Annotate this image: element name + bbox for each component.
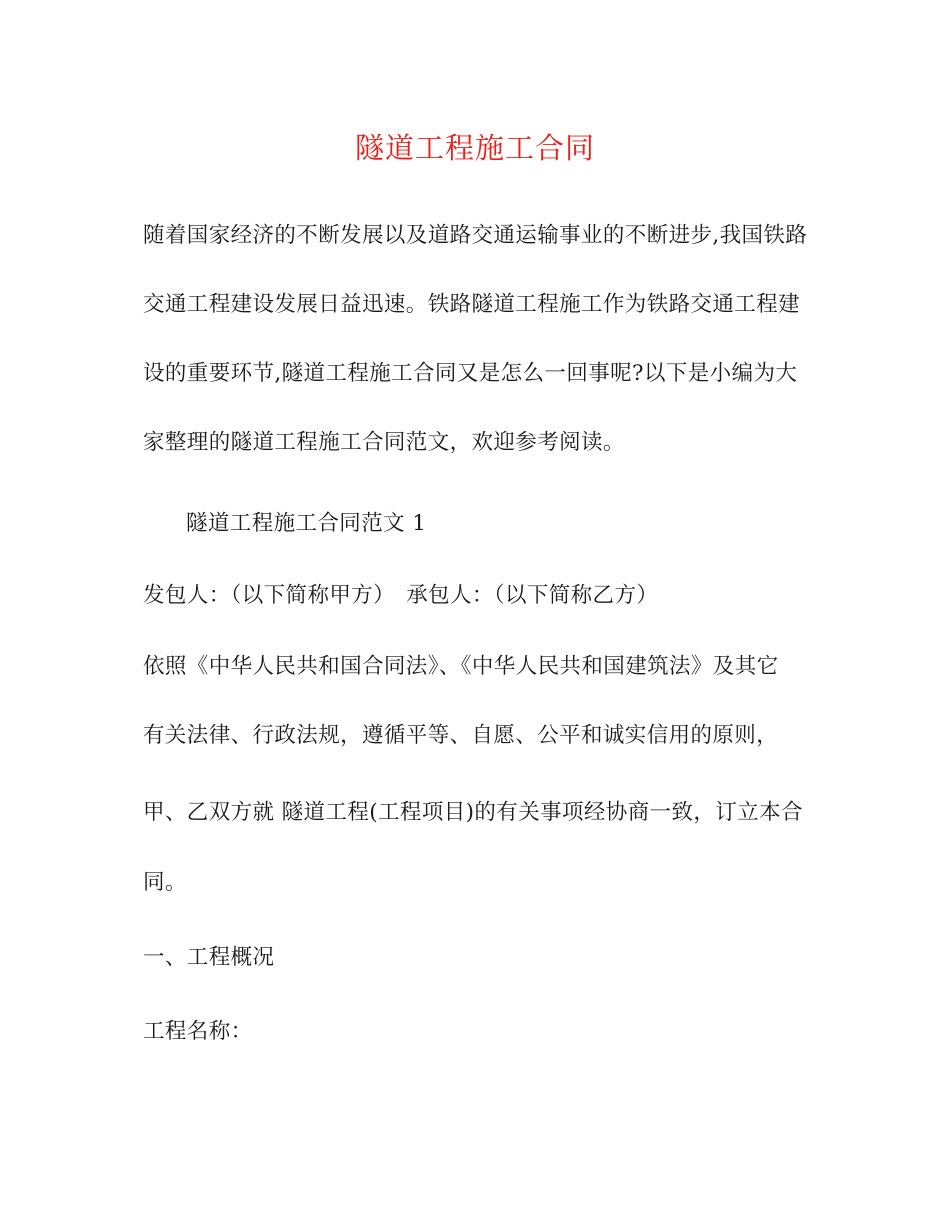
sample-heading: 隧道工程施工合同范文 1	[186, 511, 427, 536]
intro-line-1: 随着国家经济的不断发展以及道路交通运输事业的不断进步,我国铁路	[143, 223, 808, 248]
basis-line-2: 有关法律、行政法规，遵循平等、自愿、公平和诚实信用的原则，	[143, 723, 779, 748]
section-heading: 一、工程概况	[143, 945, 275, 970]
intro-line-4: 家整理的隧道工程施工合同范文，欢迎参考阅读。	[143, 430, 625, 455]
project-name-label: 工程名称：	[143, 1019, 253, 1044]
basis-line-4: 同。	[143, 870, 187, 895]
intro-line-3: 设的重要环节,隧道工程施工合同又是怎么一回事呢?以下是小编为大	[143, 361, 798, 386]
intro-line-2: 交通工程建设发展日益迅速。铁路隧道工程施工作为铁路交通工程建	[143, 292, 801, 317]
parties-line: 发包人：（以下简称甲方） 承包人：（以下简称乙方）	[143, 583, 659, 608]
basis-line-1: 依照《中华人民共和国合同法》、《中华人民共和国建筑法》及其它	[143, 654, 779, 679]
basis-line-3: 甲、乙双方就 隧道工程(工程项目)的有关事项经协商一致，订立本合	[143, 800, 803, 825]
document-title: 隧道工程施工合同	[354, 131, 595, 165]
